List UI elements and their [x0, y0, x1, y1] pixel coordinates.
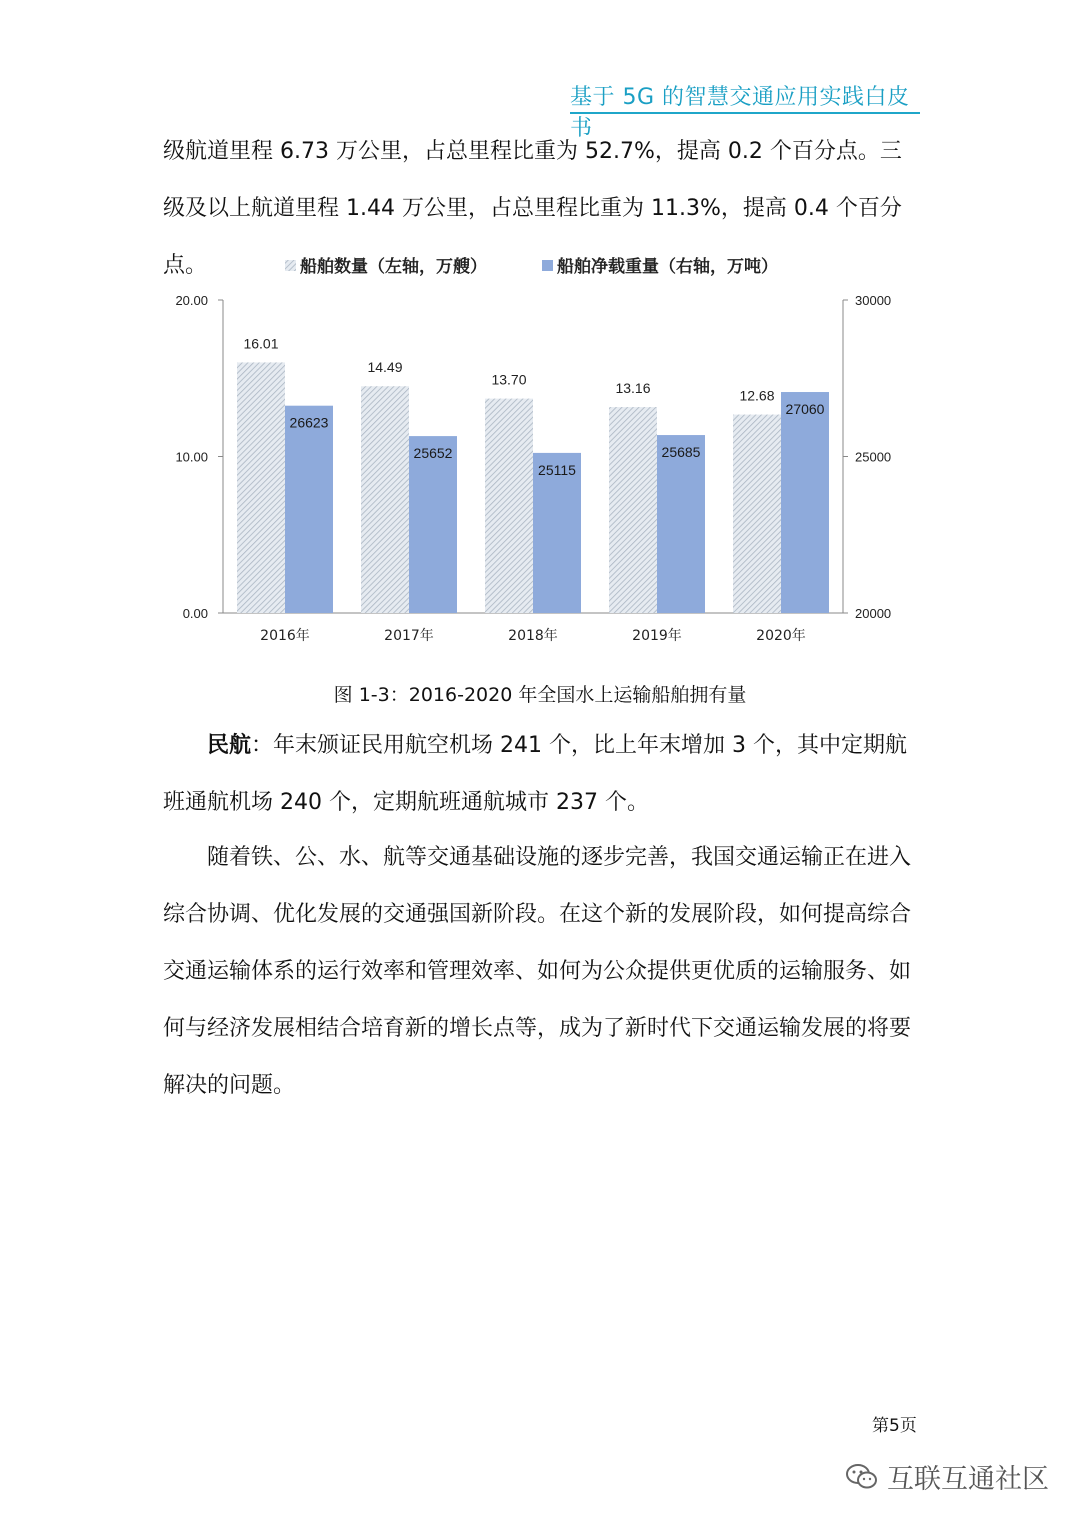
- watermark-text: 互联互通社区: [887, 1464, 1049, 1495]
- bar-ship-count: [361, 386, 409, 613]
- bar-ship-count: [733, 415, 781, 613]
- label-ship-tonnage: 26623: [289, 414, 329, 431]
- category-label: 2019年: [632, 628, 682, 644]
- left-tick-label: 10.00: [175, 449, 208, 465]
- right-tick-label: 30000: [855, 293, 892, 308]
- bar-ship-count: [609, 407, 657, 613]
- wechat-icon: [845, 1463, 879, 1491]
- label-ship-tonnage: 25685: [661, 444, 701, 461]
- bar-ship-tonnage: [657, 435, 705, 613]
- label-ship-count: 13.16: [615, 380, 651, 397]
- right-tick-label: 20000: [855, 606, 892, 621]
- legend-ship-count: 船舶数量（左轴，万艘）: [300, 257, 487, 277]
- aviation-text: ：年末颁证民用航空机场 241 个，比上年末增加 3 个，其中定期航班通航机场 240 个，定期航班通航城市 237 个。: [163, 733, 907, 815]
- bar-ship-tonnage: [285, 406, 333, 613]
- category-label: 2018年: [508, 628, 558, 644]
- label-ship-tonnage: 25652: [413, 445, 453, 462]
- label-ship-tonnage: 27060: [785, 401, 825, 418]
- bar-ship-count: [237, 362, 285, 613]
- legend-swatch-ship-tonnage: [542, 260, 553, 271]
- category-label: 2016年: [260, 628, 310, 644]
- left-tick-label: 0.00: [182, 606, 208, 621]
- label-ship-tonnage: 25115: [538, 461, 576, 478]
- watermark: [845, 1457, 1049, 1496]
- category-label: 2020年: [756, 628, 806, 644]
- label-ship-count: 14.49: [367, 359, 403, 376]
- bar-ship-tonnage: [409, 436, 457, 613]
- chart-caption: 图 1-3：2016-2020 年全国水上运输船舶拥有量: [333, 684, 747, 706]
- paragraph-aviation: [163, 717, 923, 831]
- label-ship-count: 13.70: [491, 371, 527, 388]
- header-title: 基于 5G 的智慧交通应用实践白皮书: [570, 85, 910, 141]
- bar-ship-count: [485, 399, 533, 613]
- bar-ship-tonnage: [781, 392, 829, 613]
- page-number: 第5页: [872, 1416, 917, 1436]
- ship-chart: [150, 245, 930, 655]
- label-ship-count: 16.01: [243, 335, 279, 352]
- legend-swatch-ship-count: [285, 260, 296, 271]
- legend-ship-tonnage: 船舶净载重量（右轴，万吨）: [557, 257, 778, 277]
- label-ship-count: 12.68: [739, 387, 775, 404]
- chart-svg: [150, 245, 930, 655]
- category-label: 2017年: [384, 628, 434, 644]
- page-header: [570, 78, 920, 141]
- left-tick-label: 20.00: [175, 293, 208, 308]
- right-tick-label: 25000: [855, 449, 892, 465]
- aviation-heading: 民航: [207, 733, 252, 758]
- paragraph-waterway: 级航道里程 6.73 万公里，占总里程比重为 52.7%，提高 0.2 个百分点。三级及以上航道里程 1.44 万公里，占总里程比重为 11.3%，提高 0.4 个百分点。: [163, 139, 902, 278]
- paragraph-development: 随着铁、公、水、航等交通基础设施的逐步完善，我国交通运输正在进入综合协调、优化发展的交通强国新阶段。在这个新的发展阶段，如何提高综合交通运输体系的运行效率和管理效率、如何为公众提供更优质的运输服务、如何与经济发展相结合培育新的增长点等，成为了新时代下交通运输发展的将要解决的问题。: [163, 845, 912, 1098]
